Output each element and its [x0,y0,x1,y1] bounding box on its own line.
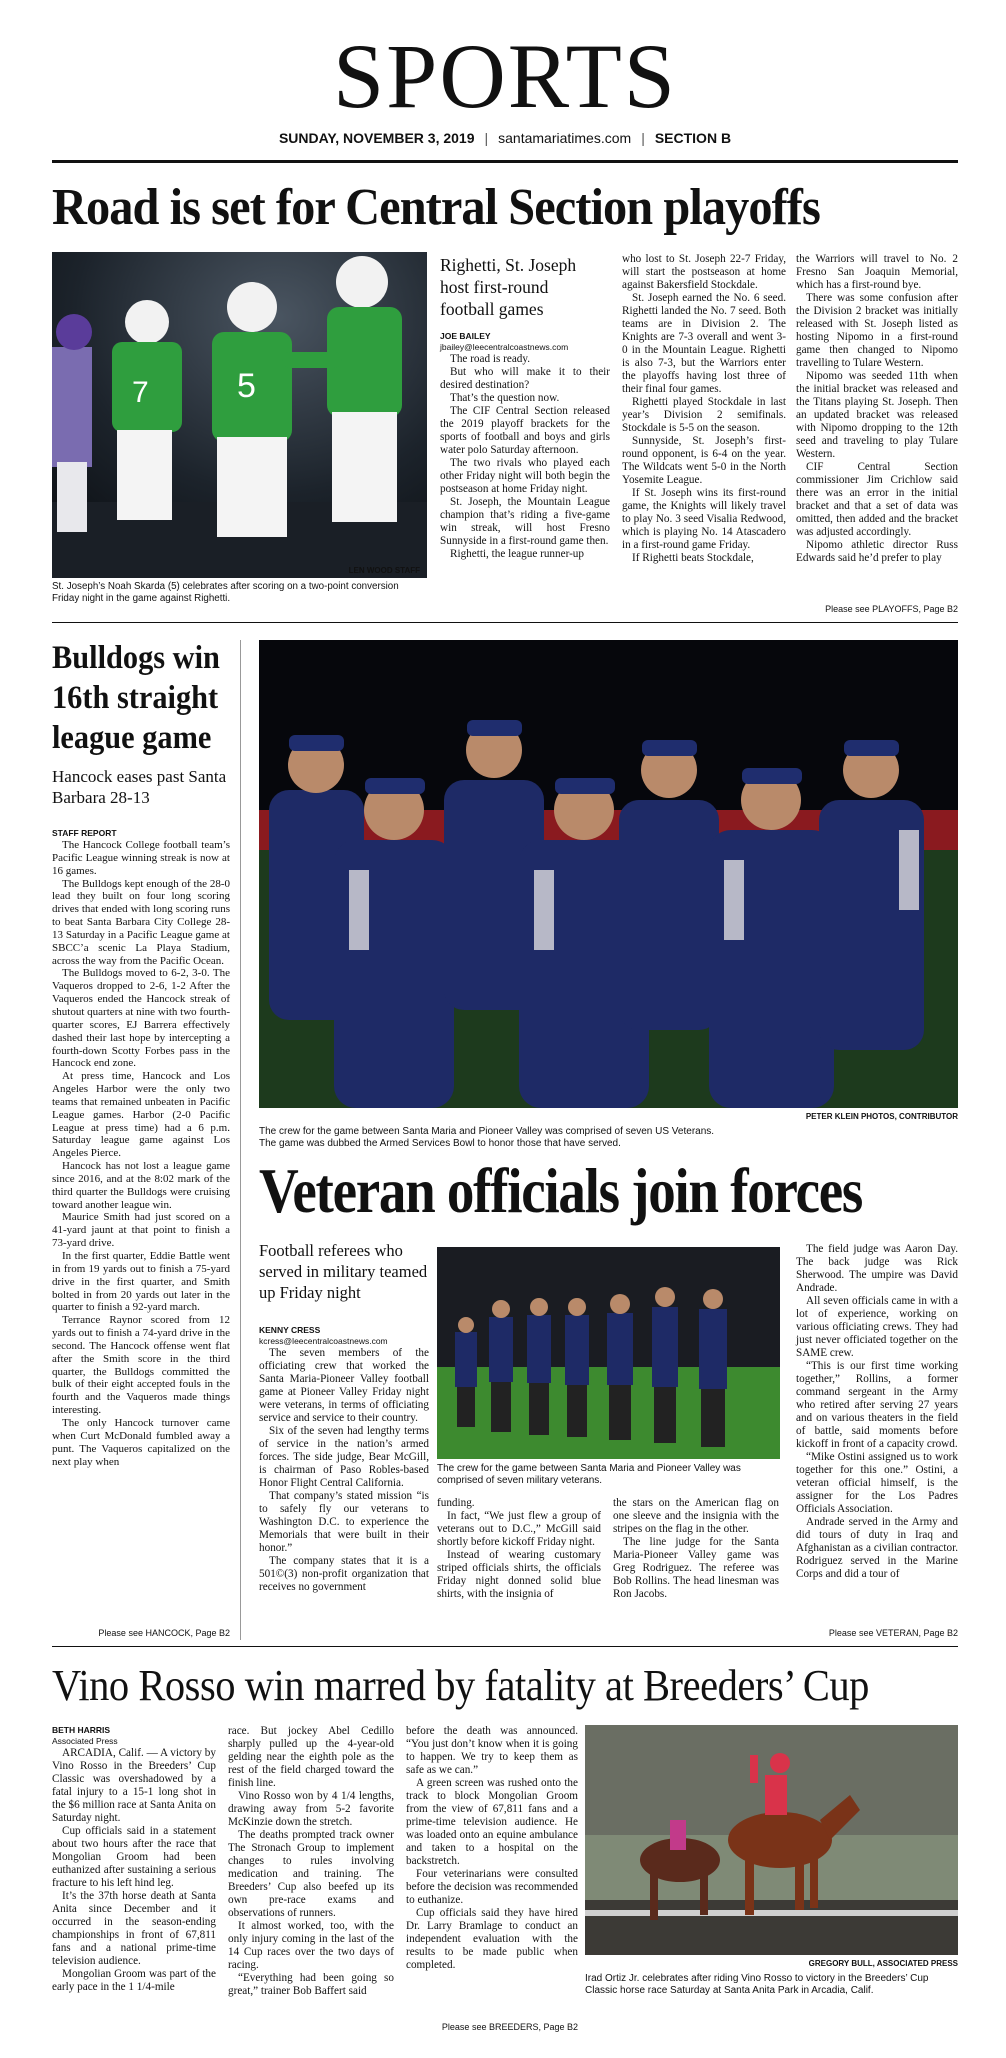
paragraph: ARCADIA, Calif. — A victory by Vino Rosso in the Breeders’ Cup Classic was overshadowed by a fatal injury to a 15-1 long shot in the $6 million race at Santa Anita on Saturday night. [52,1747,216,1824]
paragraph: the stars on the American flag on one sleeve and the insignia with the stripes on the flag in the other. [613,1497,779,1535]
story1-photo [52,252,427,578]
story3-col4 [796,1243,958,1581]
story3-byline-email[interactable]: kcress@leecentralcoastnews.com [259,1336,388,1346]
paragraph: CIF Central Section commissioner Jim Crichlow said there was an error in the initial bracket and that a set of data was omitted, then added and the bracket was adjusted accordingly. [796,461,958,538]
paragraph: Maurice Smith had just scored on a 41-yard jaunt at that point to finish a 73-yard drive. [52,1211,230,1250]
paragraph: The field judge was Aaron Day. The back judge was Rick Sherwood. The umpire was David Andrade. [796,1243,958,1294]
paragraph: Sunnyside, St. Joseph’s first-round opponent, is 6-4 on the year. The Wildcats went 5-0 in the North Yosemite League. [622,435,786,486]
story1-caption: St. Joseph’s Noah Skarda (5) celebrates after scoring on a two-point conversion Friday night in the game against Righetti. [52,581,399,604]
officials-photo-caption: The crew for the game between Santa Maria and Pioneer Valley was comprised of seven US Veterans. The game was dubbed the Armed Services Bowl to honor those that have served. [259,1126,715,1149]
story2-byline: STAFF REPORT [52,828,117,838]
paragraph: There was some confusion after the Division 2 bracket was initially released with St. Joseph listed as hosting Nipomo in a first-round game then changed to Nipomo travelling to Tulare Western. [796,292,958,369]
paragraph: The deaths prompted track owner The Stronach Group to implement changes to rules involving medication and training. The Breeders’ Cup also beefed up its own pre-race exams and observations of runners. [228,1829,394,1919]
story4-col2 [228,1725,394,1998]
story3-deck: Football referees who served in military teamed up Friday night [259,1241,428,1302]
paragraph: Vino Rosso won by 4 1/4 lengths, drawing away from 5-2 favorite McKinzie down the stretch. [228,1790,394,1828]
officials-photo-svg [259,640,958,1108]
paragraph: The line judge for the Santa Maria-Pioneer Valley game was Greg Rodriguez. The referee was Bob Rollins. The head linesman was Ron Jacobs. [613,1536,779,1600]
paragraph: “Mike Ostini assigned us to work together for this one.” Ostini, a veteran official himself, is the assigner for the Los Padres Officials Association. [796,1451,958,1515]
horse-race-photo [585,1725,958,1955]
paragraph: before the death was announced. “You just don’t know when it is going to happen. We try to keep them as safe as we can.” [406,1725,578,1776]
paragraph: In the first quarter, Eddie Battle went in from 19 yards out to finish a 75-yard drive in the first quarter, and Smith bolted in from 20 yards out later in the quarter to finish a 92-yard march. [52,1250,230,1314]
paragraph: The Bulldogs moved to 6-2, 3-0. The Vaqueros dropped to 2-6, 1-2 After the Vaqueros ended the Hancock streak of shutout quarters at nine with two fourth-quarter scores, EJ Barrera effectively dashed their last hope by intercepting a fourth-down Scotty Forbes pass in the Hancock end zone. [52,967,230,1070]
paragraph: Six of the seven had lengthy terms of service in the nation’s armed forces. The side judge, Bear McGill, is chairman of Paso Robles-based Honor Flight Central California. [259,1425,429,1489]
paragraph: Cup officials said they have hired Dr. Larry Bramlage to conduct an independent evaluation with the results to be made public when completed. [406,1907,578,1971]
paragraph: The Bulldogs kept enough of the 28-0 lead they built on four long scoring drives that ended with long scoring runs to beat Santa Barbara City College 28-13 Saturday in a Pacific League game at SBCC’a scenic La Playa Stadium, across the way from the Pacific Ocean. [52,877,230,967]
svg-text:5: 5 [237,367,256,405]
paragraph: If St. Joseph wins its first-round game, the Knights will likely travel to play No. 3 seed Visalia Redwood, which is playing No. 14 Atascadero in a first-round game Friday. [622,487,786,551]
dateline: SUNDAY, NOVEMBER 3, 2019 | santamariatimes.com | SECTION B [278,130,732,146]
story1-byline-email[interactable]: jbailey@leecentralcoastnews.com [440,342,569,352]
story1-headline[interactable]: Road is set for Central Section playoffs [52,179,820,236]
story3-jump[interactable]: Please see VETERAN, Page B2 [828,1628,958,1638]
paragraph: The two rivals who played each other Friday night will both begin the postseason at home Friday night. [440,457,610,495]
paragraph: That’s the question now. [450,392,560,404]
story3-byline: KENNY CRESS [259,1325,321,1335]
paragraph: St. Joseph, the Mountain League champion that’s riding a five-game win streak, will host Fresno Sunnyside in a first-round game then. [440,496,610,547]
paragraph: All seven officials came in with a lot of experience, working on various officiating crews. They had just never officiated together on the SAME crew. [796,1295,958,1359]
story1-byline: JOE BAILEY [440,331,491,341]
officials-line-photo [437,1247,780,1459]
paragraph: The only Hancock turnover came when Curt McDonald fumbled away a punt. The Vaqueros capitalized on the next play when [52,1416,230,1468]
paragraph: funding. [437,1497,475,1509]
officials-line-svg [437,1247,780,1459]
paragraph: Andrade served in the Army and did tours of duty in Iraq and Afghanistan as a civilian contractor. Rodriguez served in the Marine Corps and did a tour of [796,1516,958,1580]
paragraph: At press time, Hancock and Los Angeles Harbor were the only two teams that remained unbeaten in Pacific League games. Harbor (2-0 Pacific League at press time) had a 6 p.m. Saturday league game against Los Angeles Pierce. [52,1070,230,1160]
story2-headline[interactable]: Bulldogs win 16th straight league game [52,640,220,756]
paragraph: Terrance Raynor scored from 12 yards out to finish a 74-yard drive in the second. The Hancock offense went flat after the Smith score in the third quarter, the Bulldogs committed the bulk of their eight accepted fouls in the fourth and the Vaqueros made things interesting. [52,1314,230,1417]
officials-line-caption: The crew for the game between Santa Maria and Pioneer Valley was comprised of seven military veterans. [437,1463,741,1486]
paragraph: Righetti played Stockdale in last year’s Division 2 semifinals. Stockdale is 5-5 on the season. [622,396,786,434]
story2-body [52,828,230,1468]
story4-byline: BETH HARRIS [52,1725,111,1735]
story4-byline-org: Associated Press [52,1736,118,1746]
paragraph: But who will make it to their desired destination? [440,366,610,391]
issue-date: SUNDAY, NOVEMBER 3, 2019 [278,130,475,146]
paragraph: the Warriors will travel to No. 2 Fresno San Joaquin Memorial, which has a first-round bye. [796,253,958,291]
paragraph: It almost worked, too, with the only injury coming in the last of the 14 Cup races over the two days of racing. [228,1920,394,1971]
story4-headline[interactable]: Vino Rosso win marred by fatality at Breeders’ Cup [52,1661,869,1710]
horse-race-caption: Irad Ortiz Jr. celebrates after riding Vino Rosso to victory in the Breeders’ Cup Classic horse race Saturday at Santa Anita Park in Arcadia, Calif. [585,1973,929,1996]
paragraph: race. But jockey Abel Cedillo sharply pulled up the 4-year-old gelding near the eighth pole as the rest of the field charged toward the finish line. [228,1725,394,1789]
officials-group-photo [259,640,958,1108]
column-divider [240,640,241,1640]
paragraph: It’s the 37th horse death at Santa Anita since December and it occurred in the season-ending championships in front of 67,811 fans and a national prime-time television audience. [52,1890,216,1967]
officials-photo-credit: PETER KLEIN PHOTOS, CONTRIBUTOR [805,1112,958,1121]
story3-col1 [259,1325,429,1594]
paragraph: “This is our first time working together,” Rollins, a former command sergeant in the Army who retired after serving 27 years and on various theaters in the field of battle, said moments before kickoff in front of a capacity crowd. [796,1360,958,1450]
story4-col1 [52,1725,216,1994]
story1-photo-credit: LEN WOOD STAFF [348,566,420,575]
story4-jump[interactable]: Please see BREEDERS, Page B2 [441,2022,578,2032]
story1-col3 [796,253,958,565]
paragraph: Four veterinarians were consulted before the decision was recommended to euthanize. [406,1868,578,1906]
paragraph: The CIF Central Section released the 2019 playoff brackets for the sports of football and boys and girls water polo Saturday afternoon. [440,405,610,456]
horse-race-credit: GREGORY BULL, ASSOCIATED PRESS [808,1959,958,1968]
paragraph: Cup officials said in a statement about two hours after the race that Mongolian Groom had been euthanized after sustaining a serious fracture to his left hind leg. [52,1825,216,1889]
paragraph: In fact, “We just flew a group of veterans out to D.C.,” McGill said shortly before kickoff Friday night. [437,1510,601,1548]
paragraph: The company states that it is a 501©(3) non-profit organization that receives no government [259,1555,429,1593]
football-celebration-photo [52,252,427,578]
section-label: SECTION B [654,130,732,146]
story2-deck: Hancock eases past Santa Barbara 28-13 [52,767,227,807]
paragraph: “Everything had been going so great,” trainer Bob Baffert said [228,1972,394,1997]
story1-col2 [622,253,786,565]
story2-jump[interactable]: Please see HANCOCK, Page B2 [98,1628,230,1638]
story1-deck: Righetti, St. Joseph host first-round football games [440,255,577,319]
svg-text:7: 7 [132,376,149,409]
paragraph: Hancock has not lost a league game since 2016, and at the 8:02 mark of the third quarter the Bulldogs were cruising toward another league win. [52,1160,230,1211]
masthead-rule [52,160,958,163]
paragraph: Nipomo athletic director Russ Edwards said he’d prefer to play [796,539,958,564]
paragraph: St. Joseph earned the No. 6 seed. Righetti landed the No. 7 seed. Both teams are in Division 2. The Knights are 7-3 overall and went 3-0 in the Mountain League. Righetti is also 7-3, but the Warriors enter the playoffs having lost three of their final four games. [622,292,786,395]
paragraph: Nipomo was seeded 11th when the initial bracket was released and the Titans playing St. Joseph. Then an updated bracket was released with Nipomo dropping to the 12th seed and traveling to play Tulare Western. [796,370,958,460]
story3-headline[interactable]: Veteran officials join forces [259,1155,863,1226]
paragraph: Mongolian Groom was part of the early pace in the 1 1/4-mile [52,1968,216,1993]
paragraph: The seven members of the officiating crew that worked the Santa Maria-Pioneer Valley football game at Pioneer Valley Friday night were veterans, in terms of officiating service and service to their country. [259,1347,429,1424]
horse-race-svg [585,1725,958,1955]
paragraph: Instead of wearing customary striped officials shirts, the officials Friday night donned solid blue shirts, with the insignia of [437,1549,601,1600]
story3-col3 [613,1497,779,1601]
story1-jump[interactable]: Please see PLAYOFFS, Page B2 [825,604,958,614]
story3-col2 [437,1497,601,1601]
paragraph: The road is ready. [450,353,531,365]
masthead [52,25,958,146]
story1-col1 [440,331,610,561]
paragraph: who lost to St. Joseph 22-7 Friday, will start the postseason at home against Bakersfield Stockdale. [622,253,786,291]
section-name: SPORTS [333,25,677,127]
site-link[interactable]: santamariatimes.com [498,130,632,146]
section-rule [52,622,958,623]
paragraph: If Righetti beats Stockdale, [632,552,754,564]
story4-col3 [406,1725,578,1972]
paragraph: Righetti, the league runner-up [450,548,584,560]
paragraph: A green screen was rushed onto the track to block Mongolian Groom from the view of 67,811 fans and a prime-time television audience. He was loaded onto an equine ambulance and taken to a hospital on the backstretch. [406,1777,578,1867]
section-rule [52,1646,958,1647]
paragraph: The Hancock College football team’s Pacific League winning streak is now at 16 games. [52,839,230,877]
paragraph: That company’s stated mission “is to safely fly our veterans to Washington D.C. to experience the Memorials that were built in their honor.” [259,1490,429,1554]
